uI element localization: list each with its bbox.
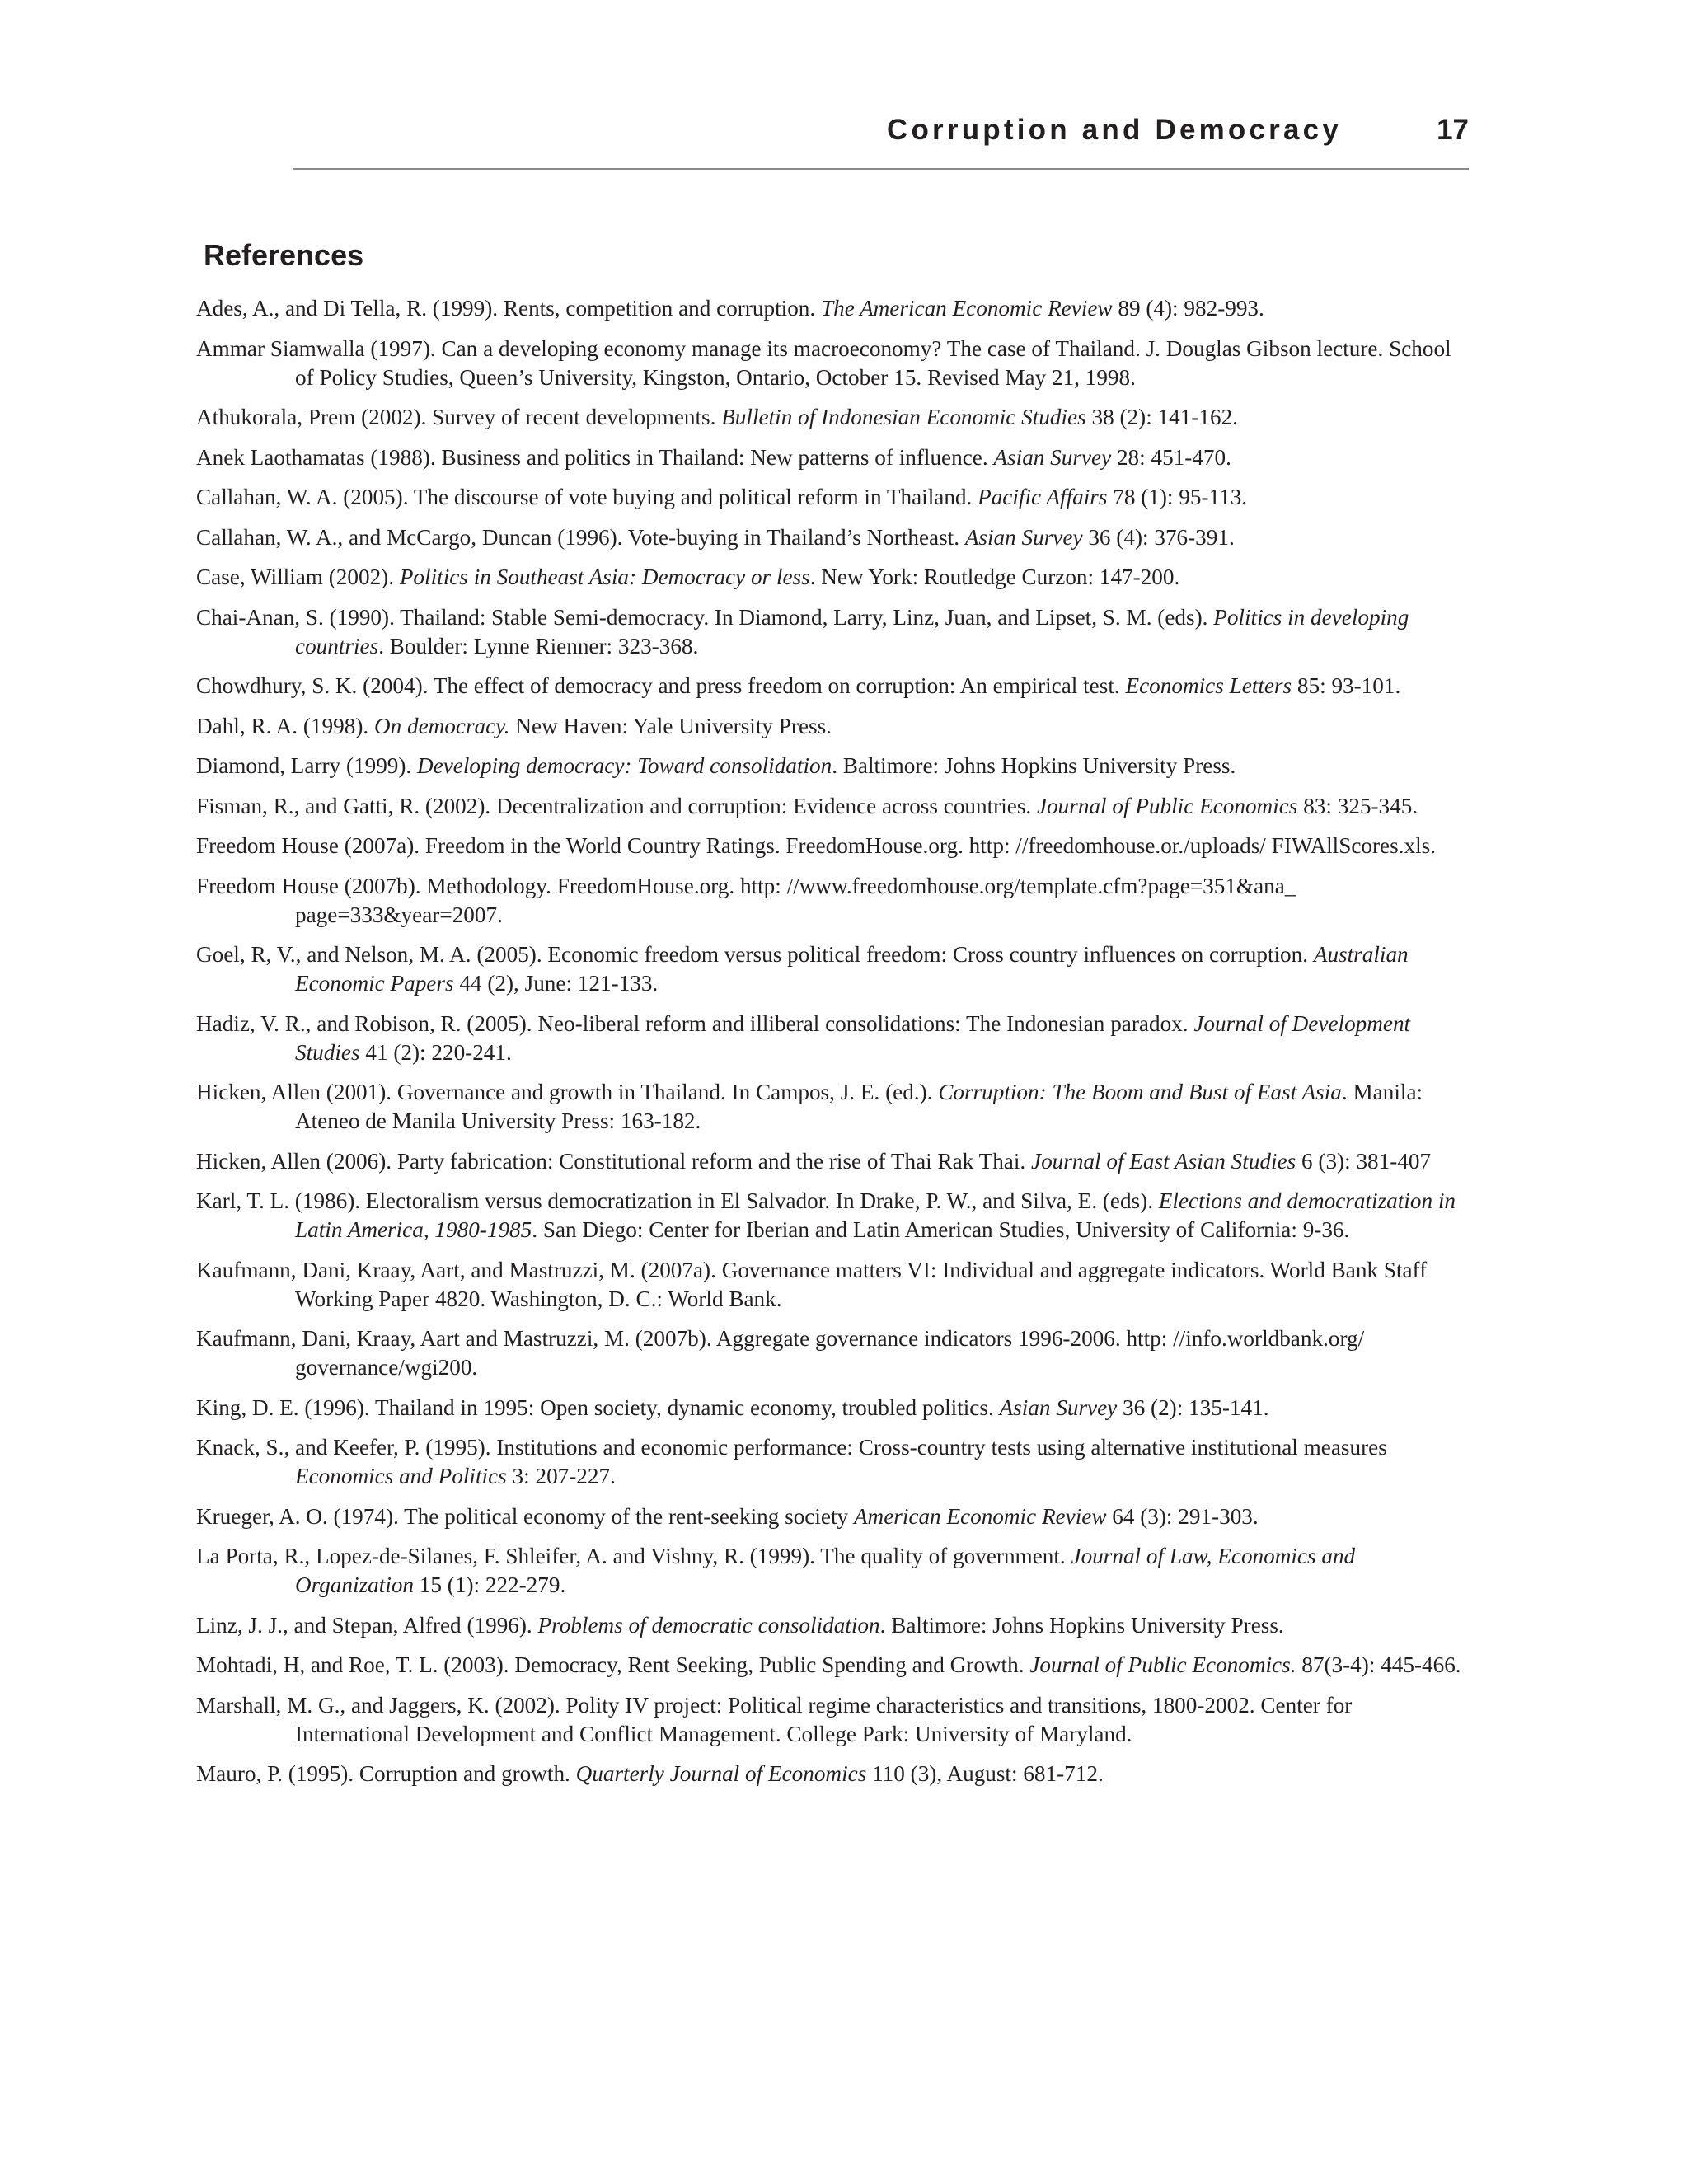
reference-source-italic: Journal of Law, Economics and Organization <box>295 1544 1356 1597</box>
reference-text: Mohtadi, H, and Roe, T. L. (2003). Democracy, Rent Seeking, Public Spending and Growth. <box>196 1652 1030 1677</box>
reference-entry <box>196 1394 1470 1422</box>
reference-entry <box>196 1651 1470 1680</box>
reference-list <box>196 294 1470 1800</box>
reference-details: 87(3-4): 445-466. <box>1296 1652 1461 1677</box>
reference-text: Freedom House (2007b). Methodology. FreedomHouse.org. http: //www.freedomhouse.org/template.cfm?page=351&ana_ page=333&year=2007. <box>196 873 1296 927</box>
reference-entry <box>196 1611 1470 1640</box>
reference-details: 6 (3): 381-407 <box>1296 1148 1432 1174</box>
reference-entry <box>196 1433 1470 1491</box>
reference-source-italic: Economics Letters <box>1125 673 1292 698</box>
reference-entry <box>196 1078 1470 1136</box>
reference-text: Linz, J. J., and Stepan, Alfred (1996). <box>196 1612 538 1638</box>
header-rule <box>293 168 1469 170</box>
reference-entry <box>196 712 1470 741</box>
reference-entry <box>196 335 1470 392</box>
reference-details: . New York: Routledge Curzon: 147-200. <box>809 565 1180 589</box>
reference-entry <box>196 563 1470 592</box>
reference-details: 44 (2), June: 121-133. <box>453 971 659 996</box>
reference-entry <box>196 792 1470 821</box>
reference-source-italic: Bulletin of Indonesian Economic Studies <box>721 405 1086 429</box>
reference-source-italic: Problems of democratic consolidation <box>537 1612 880 1638</box>
reference-details: 110 (3), August: 681-712. <box>866 1761 1104 1786</box>
reference-entry <box>196 1187 1470 1244</box>
reference-details: . San Diego: Center for Iberian and Latin American Studies, University of California: 9-36. <box>532 1217 1350 1242</box>
page-number: 17 <box>1437 114 1469 146</box>
reference-source-italic: Quarterly Journal of Economics <box>575 1761 867 1786</box>
reference-entry <box>196 603 1470 661</box>
reference-source-italic: Australian Economic Papers <box>295 942 1409 996</box>
reference-text: Kaufmann, Dani, Kraay, Aart and Mastruzzi, M. (2007b). Aggregate governance indicators 1996-2006. http: //info.worldbank.org/ governance/wgi200. <box>196 1326 1365 1380</box>
reference-entry <box>196 294 1470 323</box>
reference-text: Goel, R, V., and Nelson, M. A. (2005). Economic freedom versus political freedom: Cross country influences on corruption. <box>196 942 1314 967</box>
reference-details: . Manila: Ateneo de Manila University Press: 163-182. <box>295 1080 1423 1133</box>
reference-source-italic: Politics in Southeast Asia: Democracy or less <box>399 565 810 589</box>
reference-entry <box>196 1324 1470 1382</box>
reference-source-italic: Asian Survey <box>964 524 1083 550</box>
reference-entry <box>196 1760 1470 1788</box>
reference-entry <box>196 443 1470 472</box>
reference-source-italic: The American Economic Review <box>820 296 1113 321</box>
reference-entry <box>196 523 1470 552</box>
reference-details: New Haven: Yale University Press. <box>509 713 832 738</box>
reference-text: Case, William (2002). <box>196 565 400 589</box>
reference-text: Chai-Anan, S. (1990). Thailand: Stable Semi-democracy. In Diamond, Larry, Linz, Juan, and Lipset, S. M. (eds). <box>196 604 1214 630</box>
running-title: Corruption and Democracy <box>887 114 1342 146</box>
reference-details: 36 (2): 135-141. <box>1117 1394 1269 1420</box>
reference-details: . Baltimore: Johns Hopkins University Press. <box>832 753 1236 778</box>
reference-details: 64 (3): 291-303. <box>1106 1503 1259 1529</box>
reference-text: Hicken, Allen (2001). Governance and growth in Thailand. In Campos, J. E. (ed.). <box>196 1080 939 1104</box>
reference-text: Kaufmann, Dani, Kraay, Aart, and Mastruzzi, M. (2007a). Governance matters VI: Individual and aggregate indicators. World Bank Staff Working Paper 4820. Washington, D. C.: World Bank. <box>196 1257 1428 1311</box>
reference-text: La Porta, R., Lopez-de-Silanes, F. Shleifer, A. and Vishny, R. (1999). The quality of government. <box>196 1544 1071 1568</box>
reference-source-italic: Journal of East Asian Studies <box>1031 1148 1296 1174</box>
reference-entry <box>196 672 1470 701</box>
reference-source-italic: Journal of Public Economics. <box>1029 1652 1296 1677</box>
reference-text: Hadiz, V. R., and Robison, R. (2005). Neo-liberal reform and illiberal consolidations: The Indonesian paradox. <box>196 1010 1194 1036</box>
running-head <box>293 114 1469 147</box>
reference-source-italic: Asian Survey <box>993 444 1112 470</box>
reference-details: 28: 451-470. <box>1111 444 1231 470</box>
reference-entry <box>196 483 1470 512</box>
reference-entry <box>196 752 1470 780</box>
reference-text: Athukorala, Prem (2002). Survey of recent developments. <box>196 405 722 429</box>
reference-details: 38 (2): 141-162. <box>1085 405 1238 429</box>
reference-details: . Baltimore: Johns Hopkins University Press. <box>879 1612 1284 1638</box>
reference-text: Krueger, A. O. (1974). The political economy of the rent-seeking society <box>196 1503 854 1529</box>
reference-text: Freedom House (2007a). Freedom in the World Country Ratings. FreedomHouse.org. http: //freedomhouse.or./uploads/ FIWAllScores.xls. <box>196 833 1437 858</box>
reference-entry <box>196 872 1470 930</box>
reference-text: Karl, T. L. (1986). Electoralism versus democratization in El Salvador. In Drake, P. W., and Silva, E. (eds). <box>196 1188 1159 1213</box>
reference-text: Dahl, R. A. (1998). <box>196 713 374 738</box>
reference-details: 3: 207-227. <box>506 1464 616 1488</box>
section-heading: References <box>204 238 364 272</box>
reference-source-italic: Corruption: The Boom and Bust of East Asia <box>938 1080 1342 1104</box>
reference-entry <box>196 1691 1470 1749</box>
reference-text: Marshall, M. G., and Jaggers, K. (2002). Polity IV project: Political regime characteristics and transitions, 1800-2002. Center for International Development and Conflict Management. College Park: University of Maryland. <box>196 1692 1353 1746</box>
reference-source-italic: Politics in developing countries <box>295 604 1409 658</box>
reference-entry <box>196 1542 1470 1600</box>
reference-text: Callahan, W. A., and McCargo, Duncan (1996). Vote-buying in Thailand’s Northeast. <box>196 524 965 550</box>
reference-details: 83: 325-345. <box>1297 793 1418 818</box>
reference-details: 41 (2): 220-241. <box>359 1039 512 1065</box>
reference-details: . Boulder: Lynne Rienner: 323-368. <box>378 633 699 658</box>
reference-source-italic: Pacific Affairs <box>978 485 1108 509</box>
reference-entry <box>196 1256 1470 1314</box>
reference-source-italic: On democracy. <box>373 713 510 738</box>
reference-text: Knack, S., and Keefer, P. (1995). Institutions and economic performance: Cross-country tests using alternative institutional measures <box>196 1435 1387 1460</box>
reference-text: King, D. E. (1996). Thailand in 1995: Open society, dynamic economy, troubled politics. <box>196 1394 1000 1420</box>
reference-details: 78 (1): 95-113. <box>1107 485 1248 509</box>
reference-entry <box>196 1502 1470 1531</box>
reference-source-italic: Asian Survey <box>999 1394 1118 1420</box>
reference-source-italic: Journal of Public Economics <box>1037 793 1298 818</box>
reference-text: Hicken, Allen (2006). Party fabrication: Constitutional reform and the rise of Thai Rak Thai. <box>196 1148 1031 1174</box>
reference-text: Anek Laothamatas (1988). Business and politics in Thailand: New patterns of influence. <box>196 444 994 470</box>
reference-text: Diamond, Larry (1999). <box>196 753 418 778</box>
reference-text: Chowdhury, S. K. (2004). The effect of democracy and press freedom on corruption: An empirical test. <box>196 673 1126 698</box>
reference-details: 89 (4): 982-993. <box>1112 296 1264 321</box>
reference-text: Fisman, R., and Gatti, R. (2002). Decentralization and corruption: Evidence across countries. <box>196 793 1038 818</box>
reference-entry <box>196 940 1470 998</box>
reference-entry <box>196 832 1470 860</box>
reference-entry <box>196 1010 1470 1067</box>
reference-entry <box>196 403 1470 432</box>
reference-text: Mauro, P. (1995). Corruption and growth. <box>196 1761 576 1786</box>
reference-entry <box>196 1147 1470 1176</box>
reference-details: 15 (1): 222-279. <box>414 1572 566 1597</box>
reference-source-italic: Journal of Development Studies <box>295 1010 1411 1065</box>
reference-text: Callahan, W. A. (2005). The discourse of vote buying and political reform in Thailand. <box>196 485 978 509</box>
reference-text: Ades, A., and Di Tella, R. (1999). Rents, competition and corruption. <box>196 296 821 321</box>
reference-details: 85: 93-101. <box>1292 673 1401 698</box>
reference-source-italic: Elections and democratization in Latin America, 1980-1985 <box>295 1188 1456 1242</box>
reference-source-italic: Developing democracy: Toward consolidation <box>417 753 832 778</box>
reference-text: Ammar Siamwalla (1997). Can a developing economy manage its macroeconomy? The case of Thailand. J. Douglas Gibson lecture. School of Policy Studies, Queen’s University, Kingston, Ontario, October 15. Revised May 21, 1998. <box>196 335 1451 390</box>
reference-details: 36 (4): 376-391. <box>1082 524 1235 550</box>
reference-source-italic: American Economic Review <box>853 1503 1107 1529</box>
reference-source-italic: Economics and Politics <box>295 1464 507 1488</box>
